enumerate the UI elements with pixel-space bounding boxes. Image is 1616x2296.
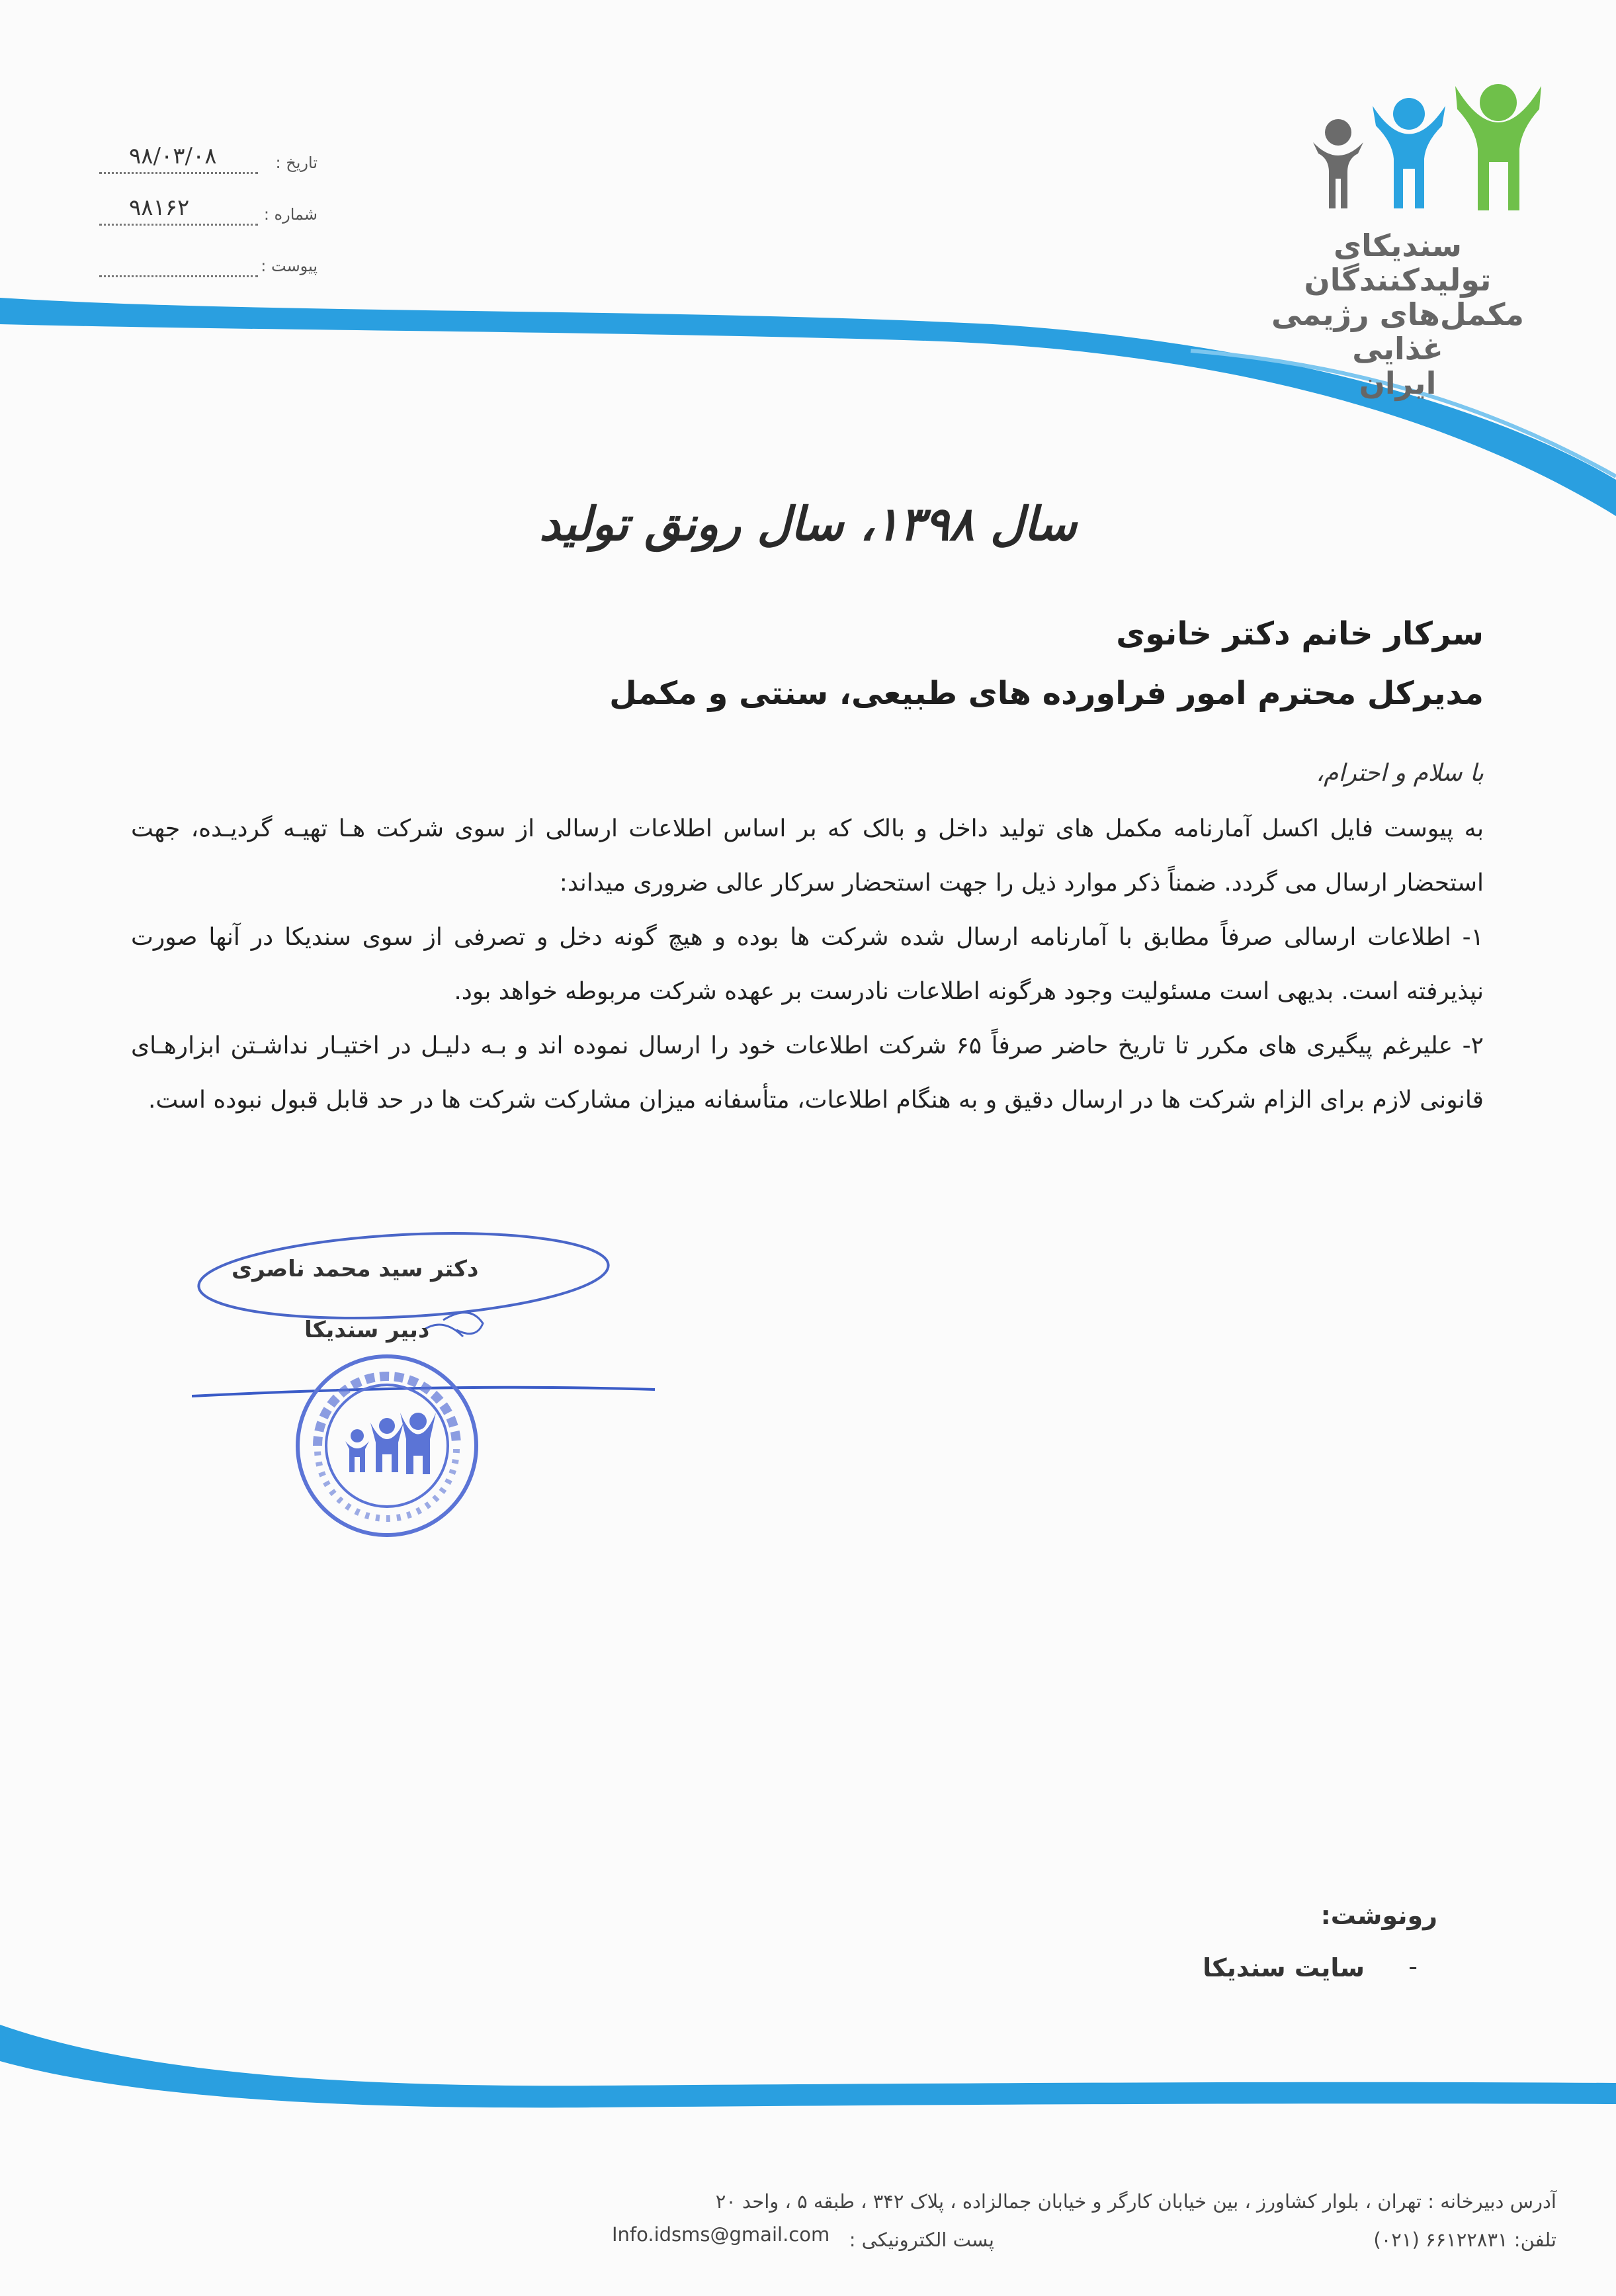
syndicate-stamp [291,1350,483,1542]
year-slogan: سال ۱۳۹۸، سال رونق تولید [539,496,1077,551]
recipient-name: سرکار خانم دکتر خانوی [1116,615,1484,652]
signatory-name: دکتر سید محمد ناصری [232,1256,479,1282]
number-field [99,195,318,238]
logo-text [1239,228,1556,400]
number-label: شماره : [263,205,318,224]
intro-paragraph: به پیوست فایل اکسل آمارنامه مکمل های تولید داخل و بالک که بر اساس اطلاعات ارسالی از سوی شرکت هـا تهیـه گردیـده، جهت استحضار ارسال می گردد. ضمناً ذکر موارد ذیل را جهت استحضار سرکار عالی ضروری میداند: [131,815,1484,897]
footer-email[interactable]: Info.idsms@gmail.com [612,2223,830,2246]
logo-line-2: مکمل‌های رژیمی غذایی [1271,296,1525,367]
date-label: تاریخ : [275,154,318,172]
footer-wave [0,2005,1616,2131]
cc-label: رونوشت: [1320,1901,1437,1930]
attachment-label: پیوست : [261,257,318,275]
greeting: با سلام و احترام، [1316,760,1484,787]
signatory-title: دبیر سندیکا [304,1317,430,1343]
logo-line-3: ایران [1359,365,1437,401]
date-field [99,143,318,187]
cc-item: سایت سندیکا [1203,1953,1365,1982]
item-1-paragraph: ۱- اطلاعات ارسالی صرفاً مطابق با آمارنامه ارسال شده شرکت ها بوده و هیچ گونه دخل و تصرفی از سوی سندیکا در آنها صورت نپذیرفته است. بدیهی است مسئولیت وجود هرگونه اطلاعات نادرست بر عهده شرکت مربوطه خواهد بود. [131,924,1484,1005]
recipient-title: مدیرکل محترم امور فراورده های طبیعی، سنتی و مکمل [609,675,1484,712]
date-value: ۹۸/۰۳/۰۸ [129,143,217,169]
logo-line-1: سندیکای تولیدکنندگان [1304,228,1492,298]
footer-phone: تلفن: ۶۶۱۲۲۸۳۱ (۰۲۱) [1373,2229,1556,2251]
attachment-field [99,250,318,290]
footer-address: آدرس دبیرخانه : تهران ، بلوار کشاورز ، بین خیابان کارگر و خیابان جمالزاده ، پلاک ۳۴۲ ، طبقه ۵ ، واحد ۲۰ [715,2190,1556,2213]
syndicate-logo-icon [1306,79,1571,212]
cc-dash: - [1408,1952,1418,1981]
footer-email-label: پست الکترونیکی : [849,2229,994,2251]
number-value: ۹۸۱۶۲ [129,195,190,221]
item-2-paragraph: ۲- علیرغم پیگیری های مکرر تا تاریخ حاضر صرفاً ۶۵ شرکت اطلاعات خود را ارسال نموده اند و بـه دلیـل در اختیـار نداشـتن ابزارهـای قانونی لازم برای الزام شرکت ها در ارسال دقیق و به هنگام اطلاعات، متأسفانه میزان مشارکت شرکت ها در حد قابل قبول نبوده است. [131,1032,1484,1114]
